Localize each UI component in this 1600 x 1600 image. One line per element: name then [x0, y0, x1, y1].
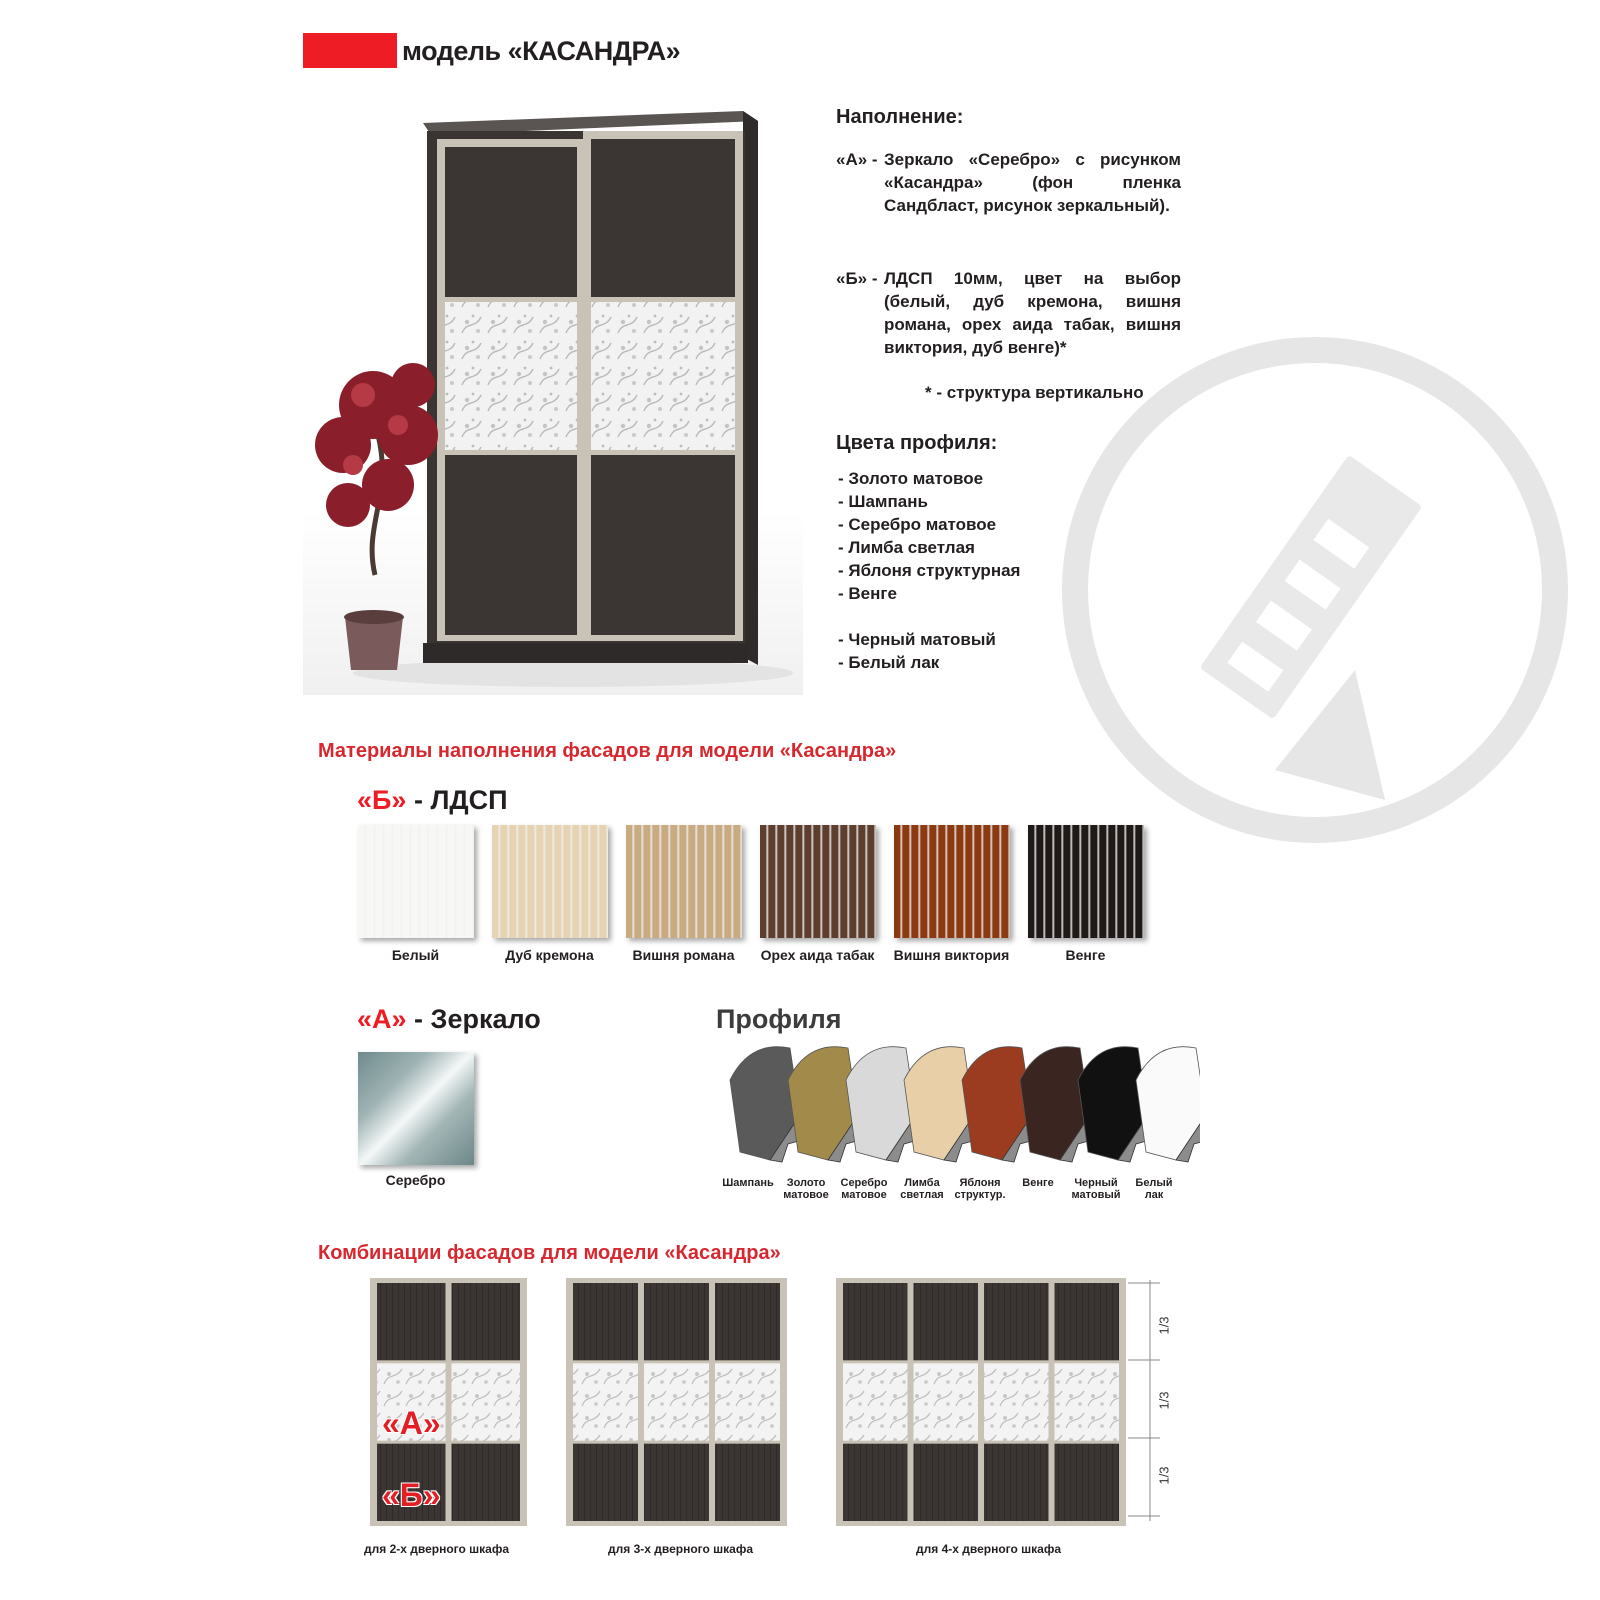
fraction-bottom: 1/3 [1156, 1466, 1172, 1485]
ldsp-swatch [894, 825, 1010, 938]
combo-label-2-door: для 2-х дверного шкафа [364, 1542, 510, 1556]
ldsp-swatch-label: Вишня романа [632, 947, 735, 963]
profile-color-item: - Золото матовое [838, 469, 984, 488]
combo-panel-mirror [1055, 1363, 1120, 1440]
profile-colors-list [838, 467, 1020, 674]
ldsp-swatch-label: Венге [1065, 947, 1106, 963]
combo-panel-ldsp [984, 1444, 1049, 1521]
combo-panel-ldsp [914, 1283, 979, 1360]
combo-panel-mirror [984, 1363, 1049, 1440]
combo-panel-mirror [644, 1363, 709, 1440]
combo-panel-ldsp [984, 1283, 1049, 1360]
filling-item-b [836, 267, 1181, 359]
combo-panel-mirror [914, 1363, 979, 1440]
ldsp-key: «Б» [357, 785, 407, 815]
profile-label: Шампань [722, 1177, 774, 1189]
ldsp-swatch-label: Вишня виктория [893, 947, 1010, 963]
profiles-illustration [720, 1040, 1200, 1180]
mirror-key: «А» [357, 1004, 407, 1034]
filling-item-b-key: «Б» - [836, 269, 878, 288]
fraction-middle: 1/3 [1156, 1391, 1172, 1410]
combo-label-3-door: для 3-х дверного шкафа [608, 1542, 754, 1556]
profile-color-item: - Яблоня структурная [838, 561, 1021, 580]
combo-panel-ldsp [715, 1444, 780, 1521]
profile-color-item: - Серебро матовое [838, 515, 997, 534]
combo-wardrobe [836, 1278, 1126, 1526]
combo-panel-ldsp [644, 1444, 709, 1521]
ldsp-swatch [1028, 825, 1144, 938]
combo-panel-ldsp [843, 1444, 908, 1521]
combo-panel-mirror [715, 1363, 780, 1440]
combo-panel-ldsp [452, 1283, 521, 1360]
ldsp-title: - ЛДСП [406, 785, 508, 815]
page-title: модель «КАСАНДРА» [402, 36, 681, 66]
profile-label: Белый лак [1135, 1177, 1173, 1201]
mirror-silver-swatch [358, 1052, 474, 1165]
mirror-heading [357, 1004, 541, 1035]
profile-label: Лимба светлая [900, 1177, 944, 1201]
profile-label: Яблоня структур. [954, 1177, 1006, 1201]
mirror-swatch-label: Серебро [385, 1172, 446, 1188]
combo-panel-ldsp [644, 1283, 709, 1360]
profile-color-item: - Черный матовый [838, 630, 996, 649]
combo-panel-ldsp [1055, 1444, 1120, 1521]
combo-panel-ldsp [843, 1283, 908, 1360]
filling-heading: Наполнение: [836, 106, 964, 128]
profile-color-item: - Венге [838, 584, 897, 603]
profile-piece [1136, 1047, 1200, 1162]
combo-label-4-door: для 4-х дверного шкафа [916, 1542, 1062, 1556]
ldsp-swatch-row [357, 825, 1157, 975]
ldsp-swatch-label: Орех аида табак [760, 947, 875, 963]
ldsp-swatch-label: Белый [391, 947, 440, 963]
mirror-title: - Зеркало [406, 1004, 541, 1034]
ldsp-swatch [492, 825, 608, 938]
combo-key-a: «А» [382, 1405, 441, 1441]
ldsp-heading [357, 785, 508, 816]
profile-label: Венге [1022, 1177, 1054, 1189]
ldsp-swatch [358, 825, 474, 938]
ldsp-swatch-label: Дуб кремона [505, 947, 594, 963]
filling-item-a-key: «А» - [836, 150, 878, 169]
combo-panel-ldsp [914, 1444, 979, 1521]
combinations-heading: Комбинации фасадов для модели «Касандра» [318, 1242, 781, 1264]
combo-panel-ldsp [573, 1283, 638, 1360]
ldsp-swatch [760, 825, 876, 938]
combo-key-b: «Б» [382, 1477, 441, 1513]
profiles-heading: Профиля [716, 1004, 842, 1034]
profile-color-item: - Шампань [838, 492, 928, 511]
combo-panel-mirror [452, 1363, 521, 1440]
filling-item-a [836, 148, 1181, 217]
profile-label: Черный матовый [1071, 1177, 1121, 1201]
profile-label: Серебро матовое [840, 1177, 888, 1201]
wardrobe-illustration [303, 105, 803, 695]
profile-colors-heading: Цвета профиля: [836, 432, 998, 454]
filling-item-a-text: Зеркало «Серебро» с рисунком «Касандра» (фон пленка Сандбласт, рисунок зеркальный). [884, 150, 1181, 215]
header-red-bar [303, 33, 397, 68]
profile-label: Золото матовое [783, 1177, 829, 1201]
profile-color-item: - Лимба светлая [838, 538, 975, 557]
profile-color-item: - Белый лак [838, 653, 940, 672]
ldsp-swatch [626, 825, 742, 938]
combo-panel-ldsp [1055, 1283, 1120, 1360]
watermark-logo-icon [1055, 330, 1575, 850]
filling-note: * - структура вертикально [925, 383, 1144, 402]
combo-panel-ldsp [715, 1283, 780, 1360]
combo-panel-ldsp [377, 1283, 446, 1360]
materials-heading: Материалы наполнения фасадов для модели «Касандра» [318, 740, 897, 762]
profile-label-row [720, 1177, 1200, 1207]
combo-panel-mirror [573, 1363, 638, 1440]
combo-panel-ldsp [573, 1444, 638, 1521]
combo-panel-ldsp [452, 1444, 521, 1521]
combo-panel-mirror [843, 1363, 908, 1440]
fraction-top: 1/3 [1156, 1316, 1172, 1335]
combinations-illustration [360, 1278, 1200, 1538]
filling-item-b-text: ЛДСП 10мм, цвет на выбор (белый, дуб кремона, вишня романа, орех аида табак, вишня виктория, дуб венге)* [884, 269, 1181, 357]
combo-wardrobe [566, 1278, 787, 1526]
dimension-line [1128, 1280, 1160, 1521]
